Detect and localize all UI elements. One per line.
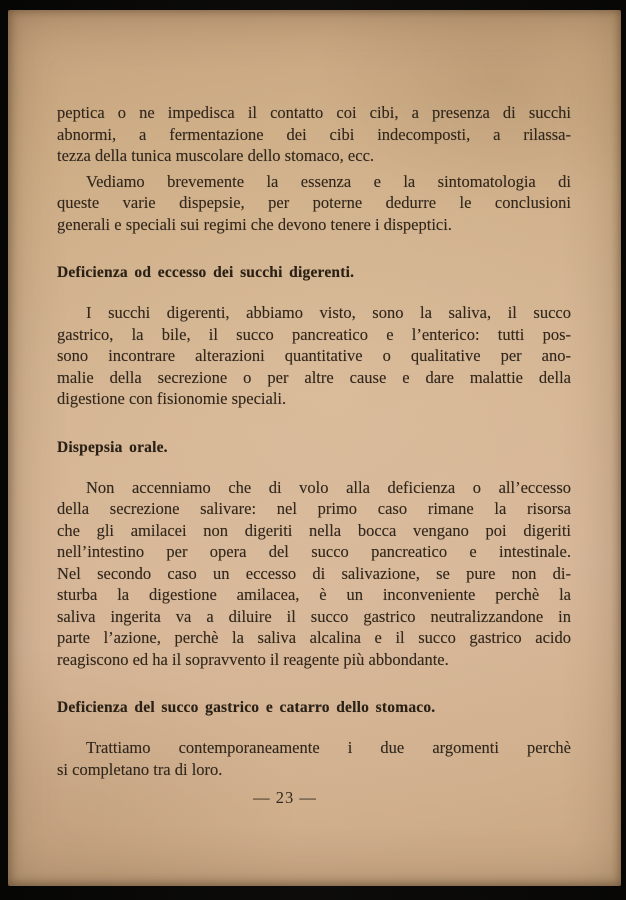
text-line: della secrezione salivare: nel primo caso rimane la risorsa [57, 499, 571, 518]
text-line: che gli amilacei non digeriti nella bocca vengano poi digeriti [57, 520, 571, 540]
text-line: generali e speciali sui regimi che devono tenere i dispeptici. [57, 214, 452, 234]
text-line: parte l’azione, perchè la saliva alcalina e il succo gastrico acido [57, 628, 571, 647]
paragraph [57, 102, 571, 167]
page-text [57, 102, 571, 780]
text-line: peptica o ne impedisca il contatto coi cibi, a presenza di succhi [57, 103, 571, 122]
text-line: saliva ingerita va a diluire il succo gastrico neutralizzandone in [57, 606, 571, 626]
text-line: I succhi digerenti, abbiamo visto, sono la saliva, il succo [86, 303, 571, 322]
book-page [8, 10, 621, 886]
text-line: Non accenniamo che di volo alla deficienza o all’eccesso [86, 477, 571, 497]
text-line: sono incontrare alterazioni quantitative o qualitative per ano- [57, 346, 571, 365]
text-line: sturba la digestione amilacea, è un inconveniente perchè la [57, 585, 571, 604]
page-number: — 23 — [253, 788, 317, 807]
text-line: abnormi, a fermentazione dei cibi indecomposti, a rilassa- [57, 124, 571, 144]
section-heading: Dispepsia orale. [57, 438, 168, 456]
text-line: Trattiamo contemporaneamente i due argomenti perchè [86, 738, 571, 757]
paragraph [57, 477, 571, 671]
text-line: Nel secondo caso un eccesso di salivazione, se pure non di- [57, 563, 571, 583]
section-heading: Deficienza od eccesso dei succhi digerenti. [57, 264, 355, 281]
text-line: si completano tra di loro. [57, 759, 223, 779]
text-line: queste varie dispepsie, per poterne dedurre le conclusioni [57, 193, 571, 212]
section-heading: Deficienza del succo gastrico e catarro dello stomaco. [57, 699, 436, 716]
text-line: gastrico, la bile, il succo pancreatico e l’enterico: tutti pos- [57, 324, 571, 344]
paragraph [57, 171, 571, 236]
paragraph [57, 302, 571, 410]
paragraph [57, 737, 571, 780]
text-line: malie della secrezione o per altre cause e dare malattie della [57, 367, 571, 387]
text-line: Vediamo brevemente la essenza e la sintomatologia di [86, 171, 571, 191]
text-line: digestione con fisionomie speciali. [57, 389, 287, 408]
text-line: reagiscono ed ha il sopravvento il reagente più abbondante. [57, 649, 449, 669]
text-line: nell’intestino per opera del succo pancreatico e intestinale. [57, 542, 571, 561]
text-line: tezza della tunica muscolare dello stomaco, ecc. [57, 146, 375, 165]
